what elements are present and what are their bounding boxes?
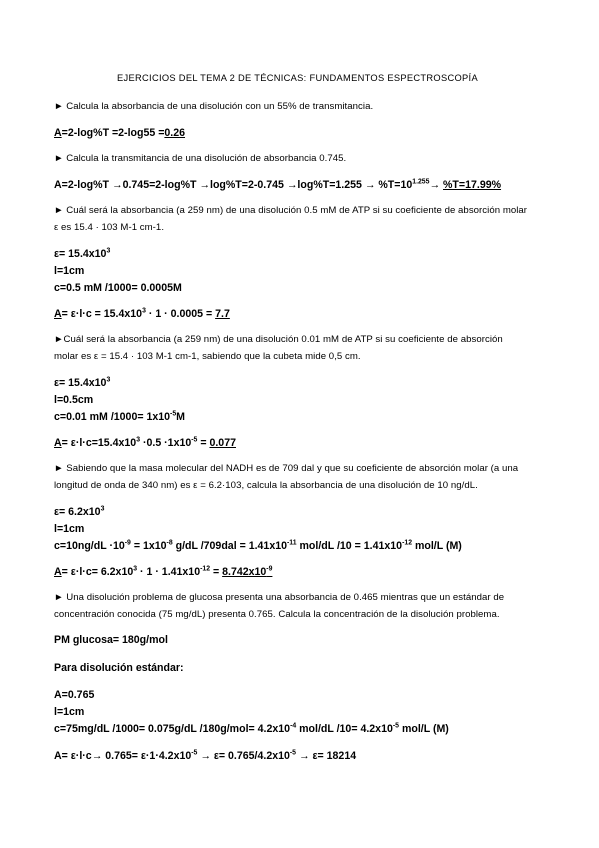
ex3-epsilon — [54, 248, 110, 260]
ex5-conc-exp2: -8 — [166, 539, 173, 547]
ex4-question-line2: molar es ε = 15.4 · 103 M-1 cm-1, sabiendo que la cubeta mide 0,5 cm. — [54, 351, 361, 362]
ex5-conc-part1: c=10ng/dL ·10 — [54, 540, 125, 552]
document-title: EJERCICIOS DEL TEMA 2 DE TÉCNICAS: FUNDAMENTOS ESPECTROSCOPÍA — [117, 72, 478, 83]
ex2-answer-arrow: → — [429, 179, 444, 191]
ex3-answer — [54, 308, 230, 320]
ex6-standard-heading: Para disolución estándar: — [54, 662, 184, 674]
ex4-answer-part3: = — [197, 437, 210, 449]
ex3-answer-a: A — [54, 308, 62, 320]
ex4-path-length: l=0.5cm — [54, 394, 94, 406]
ex4-answer-part2: ·0.5 ·1x10 — [140, 437, 192, 449]
ex5-answer-part2: · 1 · 1.41x10 — [137, 566, 201, 578]
ex5-answer-exp2: -12 — [200, 565, 211, 573]
ex5-answer-part3: = — [210, 566, 223, 578]
ex5-path-length: l=1cm — [54, 523, 85, 535]
ex3-answer-work-end: · 1 · 0.0005 = — [145, 308, 216, 320]
ex4-concentration-unit: M — [176, 411, 185, 423]
ex2-answer-work: A=2-log%T →0.745=2-log%T →log%T=2-0.745 →log%T=1.255 → %T=10 — [54, 179, 413, 191]
ex6-answer — [54, 750, 356, 762]
ex4-epsilon-exp: 3 — [106, 376, 111, 384]
ex5-conc-part2: = 1x10 — [130, 540, 167, 552]
ex4-question-line1: ►Cuál será la absorbancia (a 259 nm) de una disolución 0.01 mM de ATP si su coeficiente de absorción — [54, 334, 503, 345]
ex5-answer-exp1: 3 — [133, 565, 138, 573]
ex5-conc-part4: mol/dL /10 = 1.41x10 — [296, 540, 403, 552]
ex5-conc-exp3: -11 — [287, 539, 297, 547]
ex3-epsilon-exp: 3 — [106, 247, 111, 255]
ex6-question-line2: concentración conocida (75 mg/dL) presenta 0.765. Calcula la concentración de la disolución problema. — [54, 609, 500, 620]
ex1-answer-a: A — [54, 127, 62, 139]
ex6-conc-exp2: -5 — [392, 722, 399, 730]
ex1-answer — [54, 127, 185, 139]
ex5-epsilon-base: ε= 6.2x10 — [54, 506, 101, 518]
ex5-concentration — [54, 540, 462, 552]
ex5-conc-part5: mol/L (M) — [412, 540, 462, 552]
ex3-question-line2: ε es 15.4 · 103 M-1 cm-1. — [54, 222, 165, 233]
ex5-answer-part1: = ε·l·c= 6.2x10 — [61, 566, 134, 578]
ex6-conc-part3: mol/L (M) — [399, 723, 449, 735]
ex2-answer-result: %T=17.99% — [443, 179, 502, 191]
ex4-epsilon-base: ε= 15.4x10 — [54, 377, 107, 389]
ex6-answer-exp1: -5 — [191, 749, 198, 757]
ex4-answer-result: 0.077 — [209, 437, 236, 449]
ex5-epsilon — [54, 506, 104, 518]
ex6-conc-part1: c=75mg/dL /1000= 0.075g/dL /180g/mol= 4.2x10 — [54, 723, 291, 735]
ex4-answer-a: A — [54, 437, 62, 449]
ex3-epsilon-base: ε= 15.4x10 — [54, 248, 107, 260]
ex5-answer — [54, 566, 272, 578]
ex3-path-length: l=1cm — [54, 265, 85, 277]
ex4-concentration-exp: -5 — [170, 410, 177, 418]
ex6-conc-part2: mol/dL /10= 4.2x10 — [296, 723, 393, 735]
ex6-answer-part1: A= ε·l·c→ 0.765= ε·1·4.2x10 — [54, 750, 192, 762]
ex3-answer-exp: 3 — [142, 307, 146, 315]
ex5-answer-result-base: 8.742x10 — [222, 566, 267, 578]
ex5-question-line2: longitud de onda de 340 nm) es ε = 6.2·103, calcula la absorbancia de una disolución de 10 ng/dL. — [54, 480, 478, 491]
ex5-question-line1: ► Sabiendo que la masa molecular del NADH es de 709 dal y que su coeficiente de absorción molar (a una — [54, 463, 519, 474]
ex6-answer-part3: → ε= 18214 — [296, 750, 357, 762]
ex1-question: ► Calcula la absorbancia de una disolución con un 55% de transmitancia. — [54, 101, 374, 112]
ex3-concentration: c=0.5 mM /1000= 0.0005M — [54, 282, 182, 294]
ex1-answer-result: 0.26 — [164, 127, 186, 139]
ex5-conc-exp1: -9 — [124, 539, 131, 547]
ex4-concentration — [54, 411, 185, 423]
ex4-answer-exp2: -5 — [191, 436, 198, 444]
ex5-answer-result — [222, 566, 272, 578]
ex2-answer-exponent: 1.255 — [412, 178, 430, 186]
ex6-answer-part2: → ε= 0.765/4.2x10 — [197, 750, 290, 762]
ex4-epsilon — [54, 377, 110, 389]
ex2-question: ► Calcula la transmitancia de una disolución de absorbancia 0.745. — [54, 153, 347, 164]
ex4-answer-part1: = ε·l·c=15.4x10 — [61, 437, 137, 449]
ex5-conc-exp4: -12 — [402, 539, 413, 547]
ex4-answer — [54, 437, 236, 449]
ex5-conc-part3: g/dL /709dal = 1.41x10 — [172, 540, 287, 552]
ex6-answer-exp2: -5 — [289, 749, 297, 757]
ex6-path-length: l=1cm — [54, 706, 85, 718]
ex6-absorbance: A=0.765 — [54, 689, 95, 701]
ex6-conc-exp1: -4 — [290, 722, 297, 730]
ex2-answer — [54, 179, 501, 191]
ex5-epsilon-exp: 3 — [100, 505, 105, 513]
ex4-answer-exp1: 3 — [136, 436, 141, 444]
ex5-answer-result-exp: -9 — [266, 565, 273, 573]
ex4-concentration-work: c=0.01 mM /1000= 1x10 — [54, 411, 171, 423]
ex6-question-line1: ► Una disolución problema de glucosa presenta una absorbancia de 0.465 mientras que un estándar de — [54, 592, 505, 603]
ex5-answer-a: A — [54, 566, 62, 578]
ex3-answer-work: = ε·l·c = 15.4x10 — [61, 308, 143, 320]
ex6-molar-mass: PM glucosa= 180g/mol — [54, 634, 168, 646]
ex1-answer-work: =2-log%T =2-log55 = — [61, 127, 165, 139]
ex3-question-line1: ► Cuál será la absorbancia (a 259 nm) de una disolución 0.5 mM de ATP si su coeficiente de absorción molar — [54, 205, 528, 216]
ex3-answer-result: 7.7 — [215, 308, 230, 320]
ex6-concentration — [54, 723, 449, 735]
